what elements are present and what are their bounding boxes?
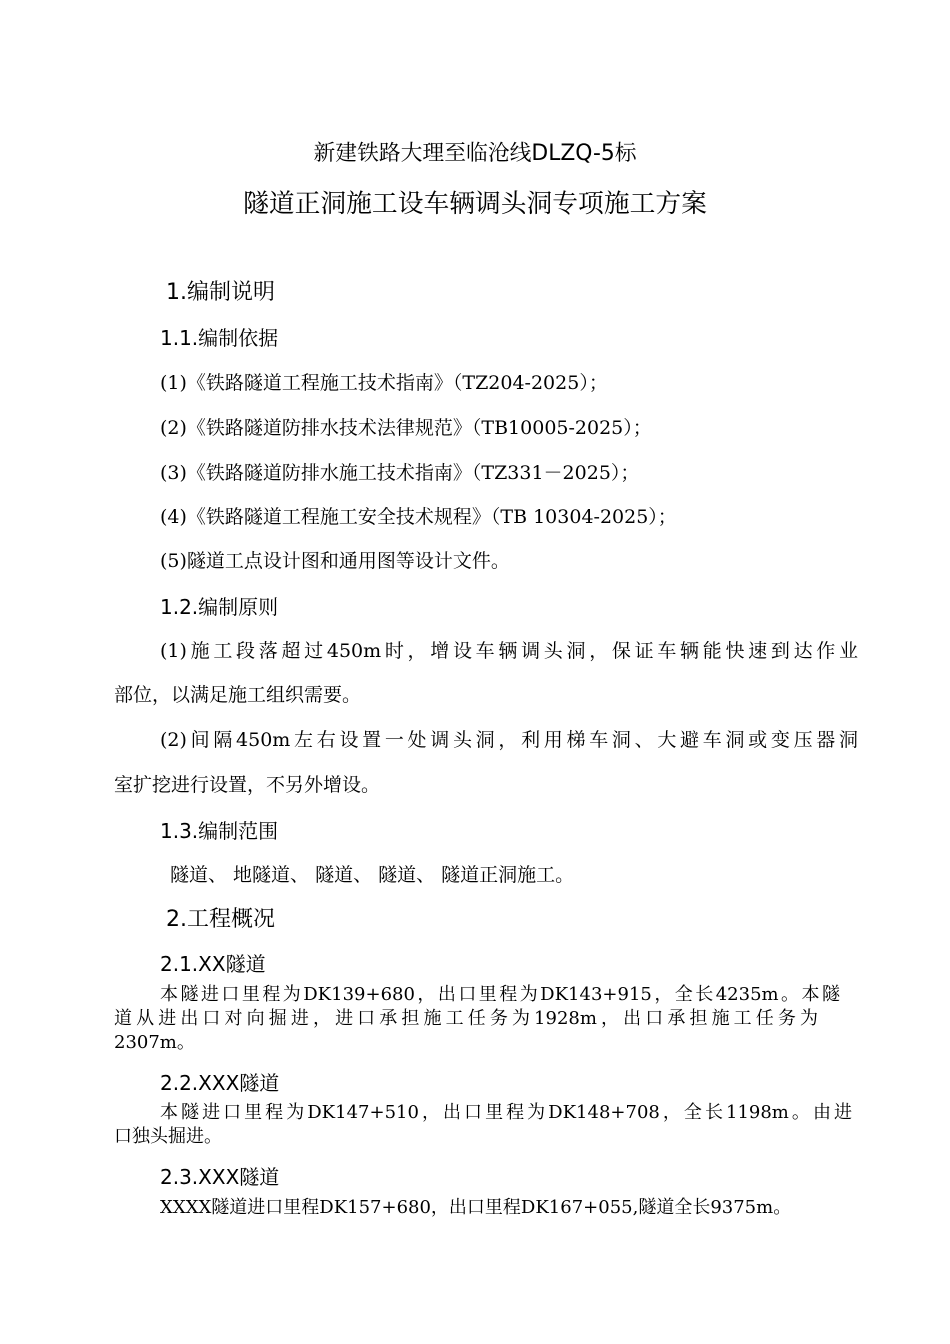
reference-item-4: (4)《铁路隧道工程施工安全技术规程》（TB 10304-2025）；: [160, 506, 677, 528]
document-title-line1: 新建铁路大理至临沧线DLZQ-5标: [313, 141, 637, 166]
scope-text: 隧道、 地隧道、 隧道、 隧道、 隧道正洞施工。: [170, 864, 575, 886]
principle-2-line2: 室扩挖进行设置，不另外增设。: [114, 774, 381, 796]
tunnel-2-1-line1: 本隧进口里程为DK139+680，出口里程为DK143+915，全长4235m。本隧: [160, 984, 840, 1005]
section-1-3-heading: 1.3.编制范围: [160, 819, 279, 843]
reference-item-1: (1)《铁路隧道工程施工技术指南》（TZ204-2025）；: [160, 372, 608, 394]
tunnel-2-3-line1: XXXX隧道进口里程DK157+680，出口里程DK167+055,隧道全长9375m。: [160, 1197, 792, 1218]
section-2-2-heading: 2.2.XXX隧道: [160, 1071, 280, 1095]
reference-item-2: (2)《铁路隧道防排水技术法律规范》（TB10005-2025）；: [160, 417, 652, 439]
section-1-heading: 1.编制说明: [166, 280, 275, 305]
tunnel-2-1-line2: 道从进出口对向掘进，进口承担施工任务为1928m，出口承担施工任务为: [114, 1008, 818, 1029]
section-1-2-heading: 1.2.编制原则: [160, 595, 279, 619]
section-2-3-heading: 2.3.XXX隧道: [160, 1165, 280, 1189]
tunnel-2-1-line3: 2307m。: [114, 1032, 195, 1053]
section-2-heading: 2.工程概况: [166, 907, 275, 932]
reference-item-3: (3)《铁路隧道防排水施工技术指南》（TZ331－2025）；: [160, 462, 640, 484]
principle-2-line1: (2)间隔450m左右设置一处调头洞，利用梯车洞、大避车洞或变压器洞: [160, 729, 858, 751]
section-1-1-heading: 1.1.编制依据: [160, 326, 279, 350]
tunnel-2-2-line1: 本隧进口里程为DK147+510，出口里程为DK148+708，全长1198m。由进: [160, 1102, 852, 1123]
tunnel-2-2-line2: 口独头掘进。: [114, 1126, 222, 1147]
principle-1-line1: (1)施工段落超过450m时，增设车辆调头洞，保证车辆能快速到达作业: [160, 640, 858, 662]
section-2-1-heading: 2.1.XX隧道: [160, 952, 266, 976]
reference-item-5: (5)隧道工点设计图和通用图等设计文件。: [160, 550, 510, 572]
document-title-line2: 隧道正洞施工设车辆调头洞专项施工方案: [243, 189, 707, 219]
principle-1-line2: 部位，以满足施工组织需要。: [114, 684, 362, 706]
